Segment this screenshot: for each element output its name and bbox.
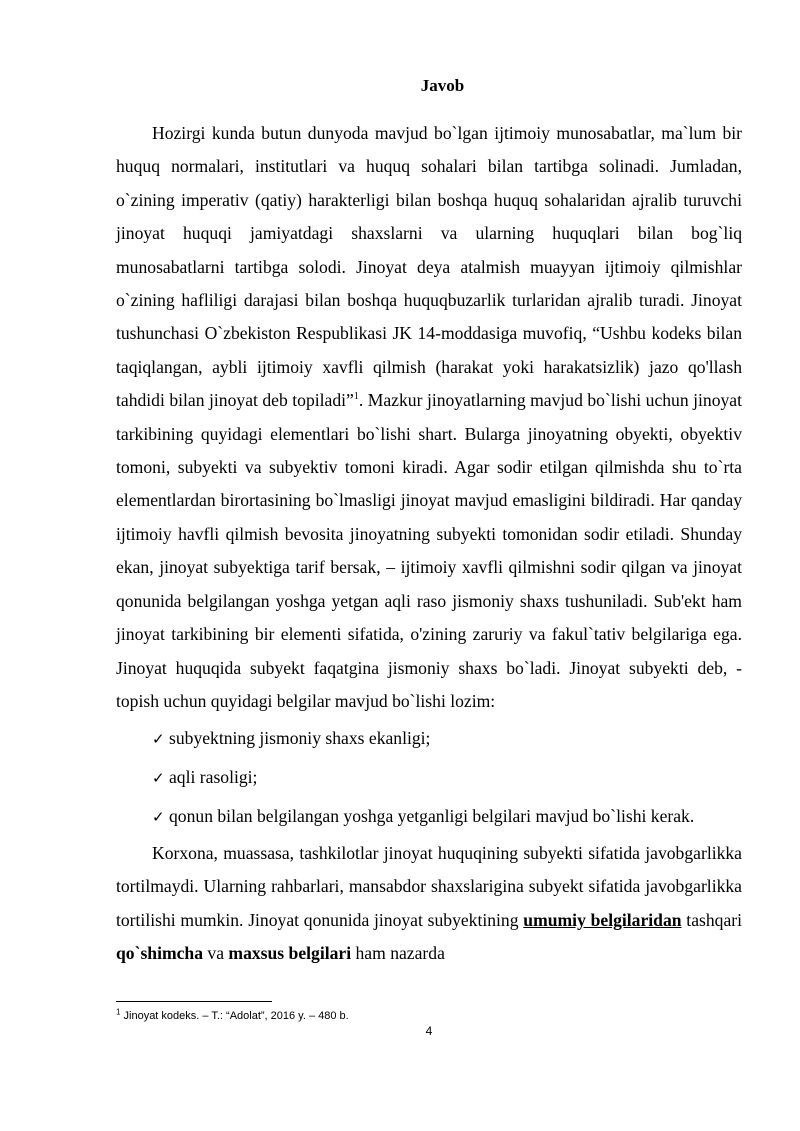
- emphasis-special-features: maxsus belgilari: [228, 942, 352, 963]
- paragraph-2-text-d: ham nazarda: [351, 942, 445, 963]
- emphasis-general-features: umumiy belgilaridan: [523, 909, 682, 930]
- footnote-reference: 1: [353, 391, 359, 403]
- list-item-text: aqli rasoligi;: [169, 767, 258, 788]
- paragraph-1: [116, 117, 742, 718]
- list-item-text: subyektning jismoniy shaxs ekanligi;: [169, 728, 431, 749]
- criteria-list: [116, 720, 742, 836]
- emphasis-additional: qo`shimcha: [116, 942, 204, 963]
- paragraph-1-text-b: . Mazkur jinoyatlarning mavjud bo`lishi uchun jinoyat tarkibining quyidagi elementlari bo`lishi shart. Bularga jinoyatning obyekti, obyektiv tomoni, subyekti va subyektiv tomoni kiradi. Agar sodir etilgan qilmishda shu to`rta elementlardan birortasining bo`lmasligi jinoyat mavjud emasligini bildiradi. Har qanday ijtimoiy havfli qilmish bevosita jinoyatning subyekti tomonidan sodir etiladi. Shunday ekan, jinoyat subyektiga tarif bersak, – ijtimoiy xavfli qilmishni sodir qilgan va jinoyat qonunida belgilangan yoshga yetgan aqli raso jismoniy shaxs tushuniladi. Sub'ekt ham jinoyat tarkibining bir elementi sifatida, o'zining zaruriy va fakul`tativ belgilariga ega. Jinoyat huquqida subyekt faqatgina jismoniy shaxs bo`ladi. Jinoyat subyekti deb, - topish uchun quyidagi belgilar mavjud bo`lishi lozim:: [116, 390, 742, 711]
- list-item: [116, 798, 742, 837]
- footnote-separator: [116, 1001, 272, 1002]
- paragraph-1-text-a: Hozirgi kunda butun dunyoda mavjud bo`lgan ijtimoiy munosabatlar, ma`lum bir huquq normalari, institutlari va huquq sohalari bilan tartibga solinadi. Jumladan, o`zining imperativ (qatiy) harakterligi bilan boshqa huquq sohalaridan ajralib turuvchi jinoyat huquqi jamiyatdagi shaxslarni va ularning huquqlari bilan bog`liq munosabatlarni tartibga solodi. Jinoyat deya atalmish muayyan ijtimoiy qilmishlar o`zining hafliligi darajasi bilan boshqa huquqbuzarlik turlaridan ajralib turadi. Jinoyat tushunchasi O`zbekiston Respublikasi JK 14-moddasiga muvofiq, “Ushbu kodeks bilan taqiqlangan, aybli ijtimoiy xavfli qilmish (harakat yoki harakatsizlik) jazo qo'llash tahdidi bilan jinoyat deb topiladi”: [116, 123, 742, 411]
- footnote-text: Jinoyat kodeks. – T.: “Adolat”, 2016 y. – 480 b.: [120, 1010, 349, 1022]
- page-heading: Javob: [420, 76, 465, 95]
- list-item-text: qonun bilan belgilangan yoshga yetganligi belgilari mavjud bo`lishi kerak.: [169, 805, 695, 826]
- footnote: [116, 1009, 742, 1023]
- list-item: [116, 720, 742, 759]
- paragraph-2: [116, 837, 742, 971]
- checkmark-icon: ✓: [152, 730, 165, 749]
- page-number: 4: [425, 1024, 433, 1038]
- list-item: [116, 759, 742, 798]
- footnote-number: 1: [116, 1007, 121, 1017]
- paragraph-2-text-a: Korxona, muassasa, tashkilotlar jinoyat huquqining subyekti sifatida javobgarlikka tortilmaydi. Ularning rahbarlari, mansabdor shaxslarigina subyekt sifatida javobgarlikka tortilishi mumkin. Jinoyat qonunida jinoyat subyektining: [116, 842, 742, 930]
- document-body: [116, 117, 742, 970]
- paragraph-2-text-c: va: [203, 942, 229, 963]
- paragraph-2-text-b: tashqari: [681, 909, 742, 930]
- checkmark-icon: ✓: [152, 769, 165, 788]
- checkmark-icon: ✓: [152, 807, 165, 826]
